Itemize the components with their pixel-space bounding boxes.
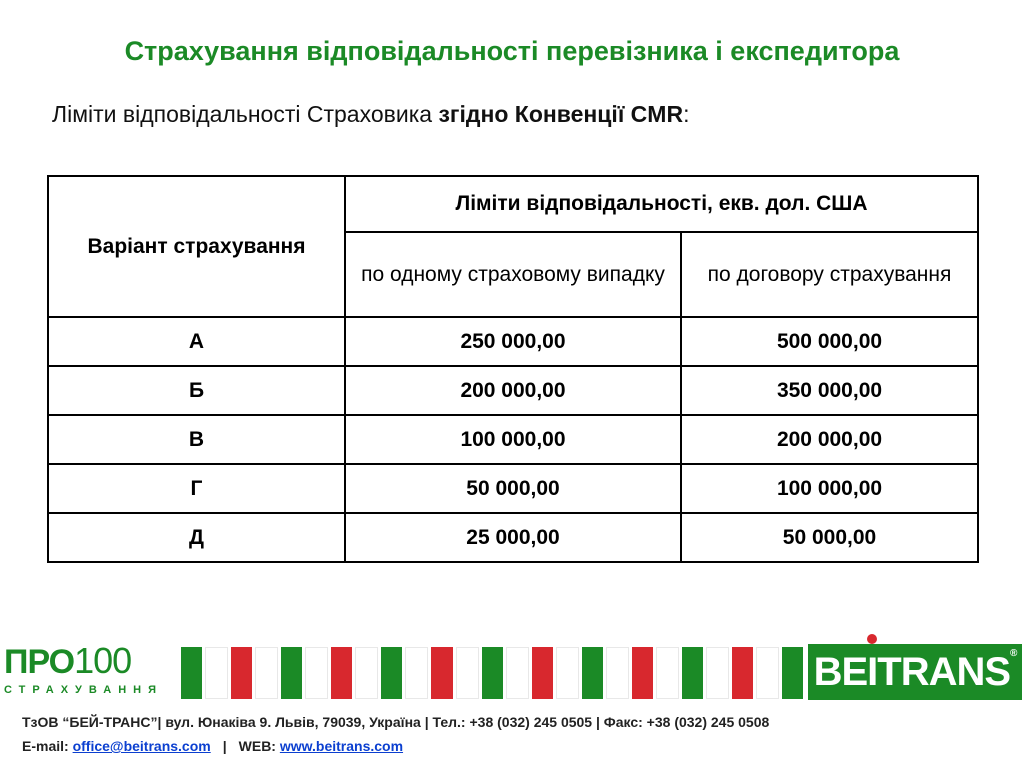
per-contract-cell: 350 000,00 [681,366,978,415]
brand-stripe [255,647,278,699]
per-contract-cell: 200 000,00 [681,415,978,464]
per-case-cell: 25 000,00 [345,513,681,562]
brand-stripe [355,647,378,699]
footer-contacts [22,738,403,754]
beitrans-logo-text: BEITRANS [813,650,1011,694]
registered-mark: ® [1010,648,1017,659]
brand-stripe [405,647,428,699]
brand-stripe [732,647,753,699]
email-label: E-mail: [22,738,73,754]
footer-company-info: ТзОВ “БЕЙ-ТРАНС”| вул. Юнаківа 9. Львів, 79039, Україна | Тел.: +38 (032) 245 0505 | Факс: +38 (032) 245 0508 [22,714,770,730]
brand-stripes [181,647,803,699]
beitrans-logo [808,644,1022,700]
email-link[interactable]: office@beitrans.com [72,738,211,754]
table-row [48,464,978,513]
brand-stripe [606,647,629,699]
brand-stripe [331,647,352,699]
brand-stripe [532,647,553,699]
per-case-cell: 50 000,00 [345,464,681,513]
per-case-header: по одному страховому випадку [345,232,681,317]
slide-subtitle [52,101,689,128]
per-case-cell: 100 000,00 [345,415,681,464]
brand-stripe [756,647,779,699]
subtitle-bold: згідно Конвенції CMR [438,101,684,127]
brand-stripe [281,647,302,699]
variant-cell: Г [48,464,345,513]
brand-stripe [482,647,503,699]
pro100-logo-subtitle: СТРАХУВАННЯ [4,684,164,696]
subtitle-plain: Ліміти відповідальності Страховика [52,101,439,127]
limits-table [47,175,979,563]
slide-title: Страхування відповідальності перевізника і експедитора [124,36,900,66]
brand-stripe [682,647,703,699]
web-link[interactable]: www.beitrans.com [279,738,404,754]
per-contract-cell: 100 000,00 [681,464,978,513]
brand-stripe [381,647,402,699]
table-header-row [48,176,978,232]
web-label: WEB: [238,738,280,754]
brand-stripe [706,647,729,699]
brand-stripe [456,647,479,699]
pro100-logo-digits: 100 [74,640,132,681]
per-contract-header: по договору страхування [681,232,978,317]
brand-stripe [231,647,252,699]
brand-stripe [431,647,452,699]
per-case-cell: 200 000,00 [345,366,681,415]
table-row [48,366,978,415]
variant-cell: А [48,317,345,366]
pro100-logo-text: ПРО [4,643,75,681]
brand-stripe [181,647,202,699]
footer-separator: | [222,738,227,754]
brand-stripe [582,647,603,699]
per-contract-cell: 500 000,00 [681,317,978,366]
table-row [48,415,978,464]
brand-stripe [506,647,529,699]
brand-stripe [782,647,803,699]
brand-stripe [305,647,328,699]
table-row [48,317,978,366]
beitrans-logo-dot [867,634,877,644]
limits-group-header: Ліміти відповідальності, екв. дол. США [345,176,978,232]
subtitle-end: : [683,101,690,127]
per-case-cell: 250 000,00 [345,317,681,366]
pro100-logo [4,640,132,681]
brand-stripe [632,647,653,699]
brand-stripe [205,647,228,699]
variant-header: Варіант страхування [48,176,345,317]
variant-cell: Б [48,366,345,415]
brand-stripe [556,647,579,699]
brand-stripe [656,647,679,699]
variant-cell: В [48,415,345,464]
per-contract-cell: 50 000,00 [681,513,978,562]
table-row [48,513,978,562]
variant-cell: Д [48,513,345,562]
